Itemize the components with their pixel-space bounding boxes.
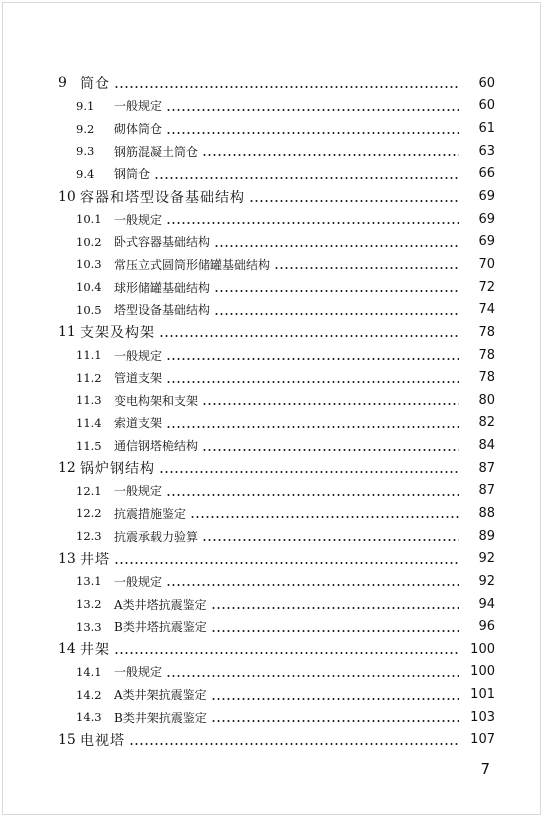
dot-leader [114, 562, 459, 564]
dot-leader [202, 449, 459, 451]
toc-section-entry [0, 615, 545, 638]
toc-entry-number: 12.2 [76, 506, 102, 521]
toc-entry-number: 11 [58, 324, 76, 341]
dot-leader [154, 177, 459, 179]
toc-chapter-entry [0, 547, 545, 570]
toc-entry-number: 11.4 [76, 415, 102, 430]
toc-entry-title: 容器和塔型设备基础结构 [80, 189, 245, 206]
toc-entry-page: 89 [478, 528, 495, 544]
toc-entry-page: 66 [478, 166, 495, 182]
toc-entry-number: 10.2 [76, 234, 102, 249]
dot-leader [202, 539, 459, 541]
toc-entry-number: 10 [58, 188, 76, 205]
toc-section-entry [0, 95, 545, 118]
toc-section-entry [0, 661, 545, 684]
toc-entry-title: 常压立式圆筒形储罐基础结构 [114, 257, 271, 272]
toc-entry-number: 9.1 [76, 98, 95, 113]
toc-entry-page: 78 [478, 347, 495, 363]
dot-leader [249, 200, 459, 202]
toc-entry-title: B类井架抗震鉴定 [114, 710, 207, 725]
toc-section-entry [0, 117, 545, 140]
toc-entry-title: 钢筋混凝土筒仓 [114, 144, 199, 159]
toc-entry-number: 13.3 [76, 619, 102, 634]
toc-section-entry [0, 208, 545, 231]
toc-entry-title: 一般规定 [114, 348, 163, 363]
dot-leader [166, 109, 459, 111]
toc-entry-title: 抗震承载力验算 [114, 529, 199, 544]
toc-entry-number: 15 [58, 731, 76, 748]
dot-leader [159, 471, 459, 473]
toc-section-entry [0, 163, 545, 186]
toc-section-entry [0, 253, 545, 276]
dot-leader [190, 516, 459, 518]
dot-leader [166, 494, 459, 496]
toc-entry-page: 88 [478, 505, 495, 521]
dot-leader [159, 335, 459, 337]
dot-leader [166, 675, 459, 677]
toc-entry-title: 抗震措施鉴定 [114, 506, 187, 521]
toc-entry-number: 14.3 [76, 710, 102, 725]
toc-entry-title: 塔型设备基础结构 [114, 303, 211, 318]
toc-entry-page: 74 [478, 302, 495, 318]
toc-entry-title: 锅炉钢结构 [80, 461, 155, 478]
toc-entry-title: 变电构架和支架 [114, 393, 199, 408]
toc-entry-page: 82 [478, 415, 495, 431]
toc-entry-number: 11.3 [76, 393, 102, 408]
toc-entry-title: 井架 [80, 642, 110, 659]
toc-entry-number: 10.3 [76, 257, 102, 272]
toc-section-entry [0, 593, 545, 616]
toc-entry-number: 10.5 [76, 302, 102, 317]
toc-entry-page: 101 [470, 687, 495, 703]
toc-entry-page: 70 [478, 256, 495, 272]
toc-entry-page: 60 [478, 98, 495, 114]
dot-leader [166, 426, 459, 428]
toc-entry-page: 80 [478, 392, 495, 408]
dot-leader [211, 607, 459, 609]
toc-entry-page: 100 [470, 664, 495, 680]
toc-entry-page: 92 [478, 551, 495, 567]
toc-entry-page: 94 [478, 596, 495, 612]
toc-entry-number: 9.2 [76, 121, 95, 136]
toc-entry-page: 107 [470, 732, 495, 748]
toc-chapter-entry [0, 72, 545, 95]
toc-entry-title: B类井塔抗震鉴定 [114, 620, 207, 635]
dot-leader [166, 132, 459, 134]
toc-entry-number: 11.5 [76, 438, 102, 453]
toc-entry-page: 60 [478, 75, 495, 91]
dot-leader [202, 154, 459, 156]
toc-chapter-entry [0, 457, 545, 480]
toc-entry-title: 索道支架 [114, 416, 163, 431]
toc-section-entry [0, 230, 545, 253]
toc-entry-page: 78 [478, 324, 495, 340]
dot-leader [214, 313, 459, 315]
toc-entry-title: 一般规定 [114, 484, 163, 499]
toc-entry-number: 10.4 [76, 280, 102, 295]
dot-leader [114, 652, 459, 654]
toc-section-entry [0, 480, 545, 503]
toc-section-entry [0, 706, 545, 729]
toc-entry-page: 87 [478, 483, 495, 499]
dot-leader [166, 358, 459, 360]
dot-leader [214, 245, 459, 247]
toc-entry-number: 11.1 [76, 348, 102, 362]
toc-entry-number: 12.1 [76, 483, 102, 498]
toc-entry-number: 10.1 [76, 212, 102, 227]
toc-entry-title: 筒仓 [80, 76, 110, 93]
toc-chapter-entry [0, 321, 545, 344]
toc-entry-title: 管道支架 [114, 371, 163, 386]
toc-entry-page: 78 [478, 370, 495, 386]
dot-leader [166, 584, 459, 586]
toc-entry-page: 96 [478, 619, 495, 635]
toc-entry-number: 13 [58, 550, 76, 567]
toc-entry-title: A类井塔抗震鉴定 [114, 597, 207, 612]
toc-section-entry [0, 683, 545, 706]
toc-entry-number: 13.2 [76, 597, 102, 612]
toc-section-entry [0, 502, 545, 525]
toc-entry-page: 69 [478, 211, 495, 227]
toc-section-entry [0, 525, 545, 548]
toc-entry-title: 球形储罐基础结构 [114, 280, 211, 295]
dot-leader [114, 86, 459, 88]
toc-entry-title: 支架及构架 [80, 325, 155, 342]
toc-entry-title: 井塔 [80, 551, 110, 568]
toc-entry-title: 通信钢塔桅结构 [114, 439, 199, 454]
toc-entry-title: 卧式容器基础结构 [114, 235, 211, 250]
toc-entry-title: 钢筒仓 [114, 167, 151, 182]
toc-chapter-entry [0, 729, 545, 752]
dot-leader [211, 630, 459, 632]
toc-entry-title: 一般规定 [114, 665, 163, 680]
toc-chapter-entry [0, 185, 545, 208]
dot-leader [166, 222, 459, 224]
dot-leader [211, 720, 459, 722]
toc-section-entry [0, 140, 545, 163]
toc-entry-number: 14.2 [76, 687, 102, 702]
toc-section-entry [0, 434, 545, 457]
toc-entry-page: 61 [478, 121, 495, 137]
toc-section-entry [0, 389, 545, 412]
dot-leader [214, 290, 459, 292]
toc-entry-number: 14.1 [76, 664, 102, 679]
toc-entry-page: 63 [478, 143, 495, 159]
toc-entry-title: A类井架抗震鉴定 [114, 688, 207, 703]
toc-entry-page: 100 [470, 641, 495, 657]
page-number: 7 [480, 760, 490, 778]
toc-entry-number: 11.2 [76, 370, 102, 385]
toc-entry-title: 一般规定 [114, 99, 163, 114]
toc-entry-number: 9.3 [76, 144, 95, 159]
toc-chapter-entry [0, 638, 545, 661]
toc-section-entry [0, 570, 545, 593]
toc-entry-number: 12.3 [76, 529, 102, 544]
dot-leader [166, 381, 459, 383]
toc-entry-title: 电视塔 [80, 732, 125, 749]
dot-leader [274, 267, 459, 269]
table-of-contents [0, 72, 545, 751]
toc-entry-title: 一般规定 [114, 574, 163, 589]
toc-section-entry [0, 366, 545, 389]
dot-leader [211, 698, 459, 700]
dot-leader [129, 743, 459, 745]
toc-section-entry [0, 412, 545, 435]
toc-entry-title: 一般规定 [114, 212, 163, 227]
toc-entry-number: 9 [58, 75, 67, 92]
toc-entry-number: 13.1 [76, 574, 102, 589]
toc-section-entry [0, 344, 545, 367]
toc-entry-page: 92 [478, 573, 495, 589]
toc-entry-page: 69 [478, 189, 495, 205]
toc-entry-number: 9.4 [76, 166, 95, 181]
toc-section-entry [0, 298, 545, 321]
toc-entry-page: 84 [478, 438, 495, 454]
toc-entry-page: 103 [470, 709, 495, 725]
toc-entry-page: 72 [478, 279, 495, 295]
toc-entry-title: 砌体筒仓 [114, 122, 163, 137]
toc-entry-page: 87 [478, 460, 495, 476]
toc-entry-number: 14 [58, 641, 76, 658]
toc-section-entry [0, 276, 545, 299]
toc-entry-number: 12 [58, 460, 76, 477]
dot-leader [202, 403, 459, 405]
toc-entry-page: 69 [478, 234, 495, 250]
